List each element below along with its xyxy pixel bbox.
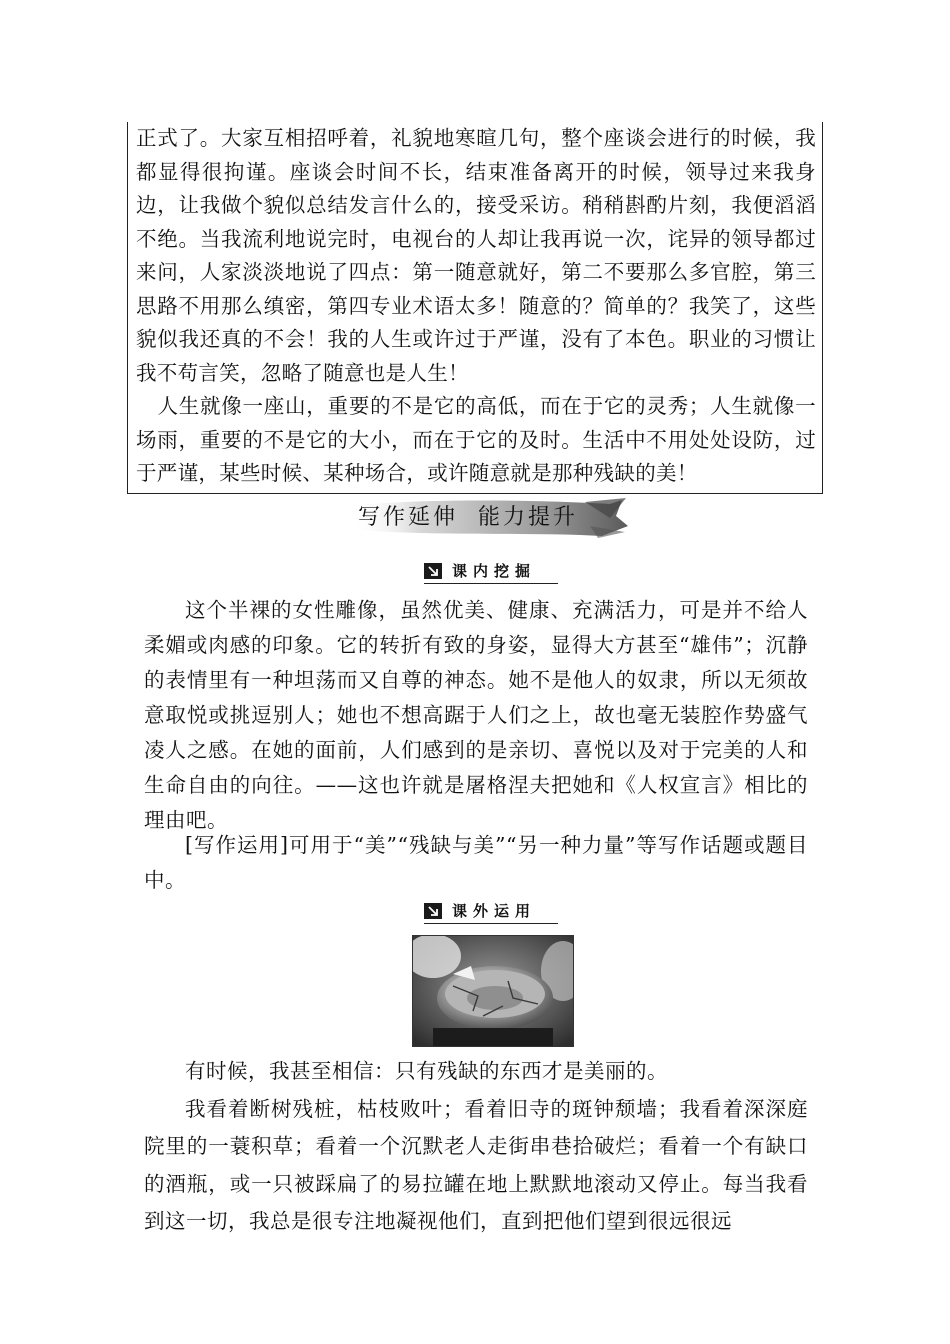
tag-inner-label: 课内挖掘 [452,562,537,580]
section-title: 写作延伸 能力提升 [358,505,578,530]
boxed-passage [127,122,823,494]
boxed-paragraph-1: 正式了。大家互相招呼着，礼貌地寒暄几句，整个座谈会进行的时候，我都显得很拘谨。座谈会时间不长，结束准备离开的时候，领导过来我身边，让我做个貌似总结发言什么的，接受采访。稍稍斟酌片刻，我便滔滔不绝。当我流利地说完时，电视台的人却让我再说一次，诧异的领导都过来问，人家淡淡地说了四点：第一随意就好，第二不要那么多官腔，第三思路不用那么缜密，第四专业术语太多！随意的？简单的？我笑了，这些貌似我还真的不会！我的人生或许过于严谨，没有了本色。职业的习惯让我不苟言笑，忽略了随意也是人生！ [136,126,816,385]
boxed-paragraph-2: 人生就像一座山，重要的不是它的高低，而在于它的灵秀；人生就像一场雨，重要的不是它的大小，而在于它的及时。生活中不用处处设防，过于严谨，某些时候、某种场合，或许随意就是那种残缺的美！ [136,394,816,485]
arrow-down-right-icon [424,903,442,919]
tag-inner-study [424,558,558,584]
tag-outer-label: 课外运用 [452,902,537,920]
outer-paragraph-2: 我看着断树残桩，枯枝败叶；看着旧寺的斑钟颓墙；我看着深深庭院里的一蓑积草；看着一个沉默老人走街串巷拾破烂；看着一个有缺口的酒瓶，或一只被踩扁了的易拉罐在地上默默地滚动又停止。每当我看到这一切，我总是很专注地凝视他们，直到把他们望到很远很远 [144,1096,808,1233]
outer-paragraph-1: 有时候，我甚至相信：只有残缺的东西才是美丽的。 [185,1059,668,1083]
inner-paragraph-2: [写作运用]可用于“美”“残缺与美”“另一种力量”等写作话题或题目中。 [144,833,808,892]
inner-paragraph-1: 这个半裸的女性雕像，虽然优美、健康、充满活力，可是并不给人柔媚或肉感的印象。它的转折有致的身姿，显得大方甚至“雄伟”；沉静的表情里有一种坦荡而又自尊的神态。她不是他人的奴隶，所以无须故意取悦或挑逗别人；她也不想高踞于人们之上，故也毫无装腔作势盛气凌人之感。在她的面前，人们感到的是亲切、喜悦以及对于完美的人和生命自由的向往。——这也许就是屠格涅夫把她和《人权宣言》相比的理由吧。 [144,598,808,832]
broken-bowl-photo [412,935,574,1047]
arrow-down-right-icon [424,563,442,579]
tag-outer-use [424,898,558,924]
section-banner [340,490,640,550]
writing-use-text [144,828,808,898]
boxed-passage-text [136,122,816,491]
inner-study-text [144,593,808,838]
outer-use-text [144,1053,808,1241]
